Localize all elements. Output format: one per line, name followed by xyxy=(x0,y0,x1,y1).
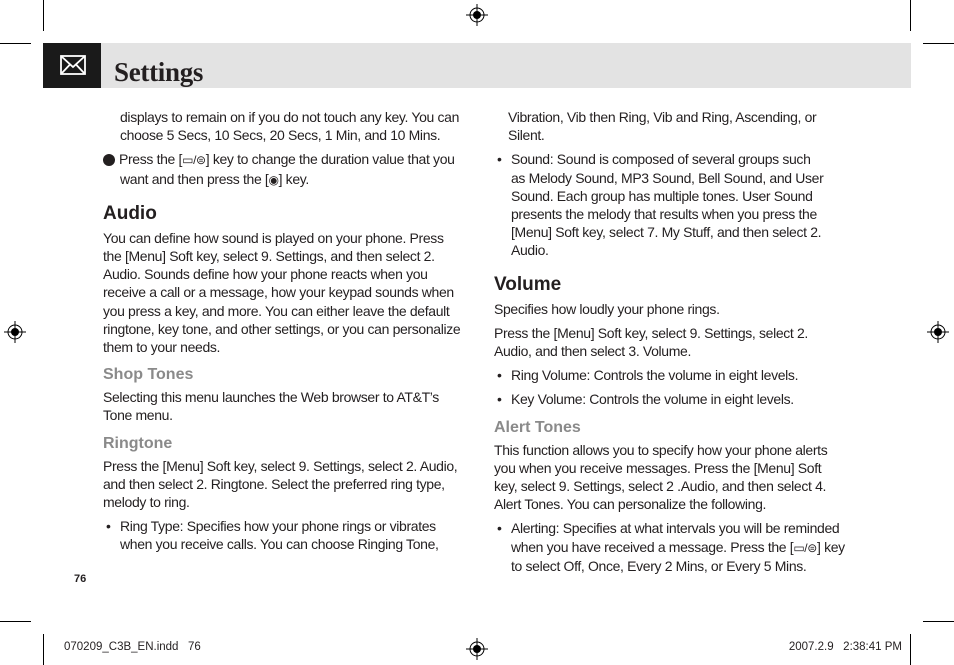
page-number: 76 xyxy=(74,573,87,585)
step-3: 3 Press the [▭/⊜] key to change the duration value that you want and then press the [◉] key. xyxy=(98,151,455,187)
soft-key-icon: ▭/⊜ xyxy=(182,153,206,168)
left-column xyxy=(98,108,461,554)
crop-mark xyxy=(0,43,31,44)
crop-mark xyxy=(923,621,954,622)
bullet-dot: • xyxy=(497,367,502,384)
volume-heading: Volume xyxy=(494,273,562,295)
alerting-bullet xyxy=(494,519,852,575)
audio-body: You can define how sound is played on your phone. Press the [Menu] Soft key, select 9. Settings, and then select 2. Audio. Sounds define how your phone reacts when you receive a call or a message, how your keypad sounds when you press a key, and more. You can either leave the default ringtone, key tone, and other settings, or you can personalize them to your needs. xyxy=(103,229,461,356)
volume-p1: Specifies how loudly your phone rings. xyxy=(494,300,720,317)
crop-mark xyxy=(910,0,911,31)
alert-tones-heading: Alert Tones xyxy=(494,418,581,436)
crop-mark xyxy=(910,634,911,665)
registration-mark-icon xyxy=(466,638,488,660)
bullet-dot: • xyxy=(106,518,111,535)
bullet-text: Alerting: Specifies at what intervals you will be reminded when you have received a message. Press the [▭/⊜] key to select Off, Once, Every 2 Mins, or Every 5 Mins. xyxy=(511,520,845,574)
shop-tones-heading: Shop Tones xyxy=(103,366,194,384)
crop-mark xyxy=(43,634,44,665)
registration-mark-icon xyxy=(4,321,26,343)
alert-tones-body: This function allows you to specify how your phone alerts you when you receive messages. Press the [Menu] Soft key, select 9. Settings, select 2 .Audio, and then select 4. Alert Tones. You can personalize the following. xyxy=(494,441,828,513)
ring-volume-bullet xyxy=(494,366,852,384)
ringtone-body: Press the [Menu] Soft key, select 9. Settings, select 2. Audio, and then select 2. Ringtone. Select the preferred ring type, melody to ring. xyxy=(103,457,458,511)
ringtone-heading: Ringtone xyxy=(103,434,173,452)
bullet-text: Ring Volume: Controls the volume in eight levels. xyxy=(511,367,799,384)
registration-mark-icon xyxy=(927,321,949,343)
registration-mark-icon xyxy=(466,4,488,26)
header-icon-box xyxy=(43,43,101,88)
intro-continued: displays to remain on if you do not touch any key. You can choose 5 Secs, 10 Secs, 20 Secs, 1 Min, and 10 Mins. xyxy=(120,109,460,144)
sound-bullet xyxy=(494,150,852,259)
right-column xyxy=(494,108,852,575)
crop-mark xyxy=(43,0,44,31)
crop-mark xyxy=(0,621,31,622)
ok-key-icon: ◉ xyxy=(268,172,279,187)
volume-p2: Press the [Menu] Soft key, select 9. Settings, select 2. Audio, and then select 3. Volume. xyxy=(494,324,808,360)
audio-heading: Audio xyxy=(103,202,157,224)
bullet-text: Sound: Sound is composed of several groups such as Melody Sound, MP3 Sound, Bell Sound, and User Sound. Each group has multiple tones. User Sound presents the melody that results when you press the [Menu] Soft key, select 7. My Stuff, and then select 2. Audio. xyxy=(511,151,824,259)
shop-tones-body: Selecting this menu launches the Web browser to AT&T’s Tone menu. xyxy=(103,389,439,424)
file-slug: 070209_C3B_EN.indd 76 xyxy=(64,641,201,653)
page-title: Settings xyxy=(114,57,204,87)
bullet-text: Key Volume: Controls the volume in eight levels. xyxy=(511,391,794,408)
timestamp-slug: 2007.2.9 2:38:41 PM xyxy=(788,641,902,653)
soft-key-icon: ▭/⊜ xyxy=(793,540,817,555)
bullet-dot: • xyxy=(497,391,502,408)
bullet-dot: • xyxy=(497,151,502,168)
step-number-icon: 3 xyxy=(103,154,115,166)
bullet-dot: • xyxy=(497,520,502,537)
crop-mark xyxy=(923,43,954,44)
bullet-text: Ring Type: Specifies how your phone rings or vibrates when you receive calls. You can choose Ringing Tone, xyxy=(120,518,439,553)
envelope-icon xyxy=(60,55,86,75)
ring-type-bullet xyxy=(103,517,461,553)
key-volume-bullet xyxy=(494,390,852,408)
ring-type-continued: Vibration, Vib then Ring, Vib and Ring, Ascending, or Silent. xyxy=(508,109,817,144)
